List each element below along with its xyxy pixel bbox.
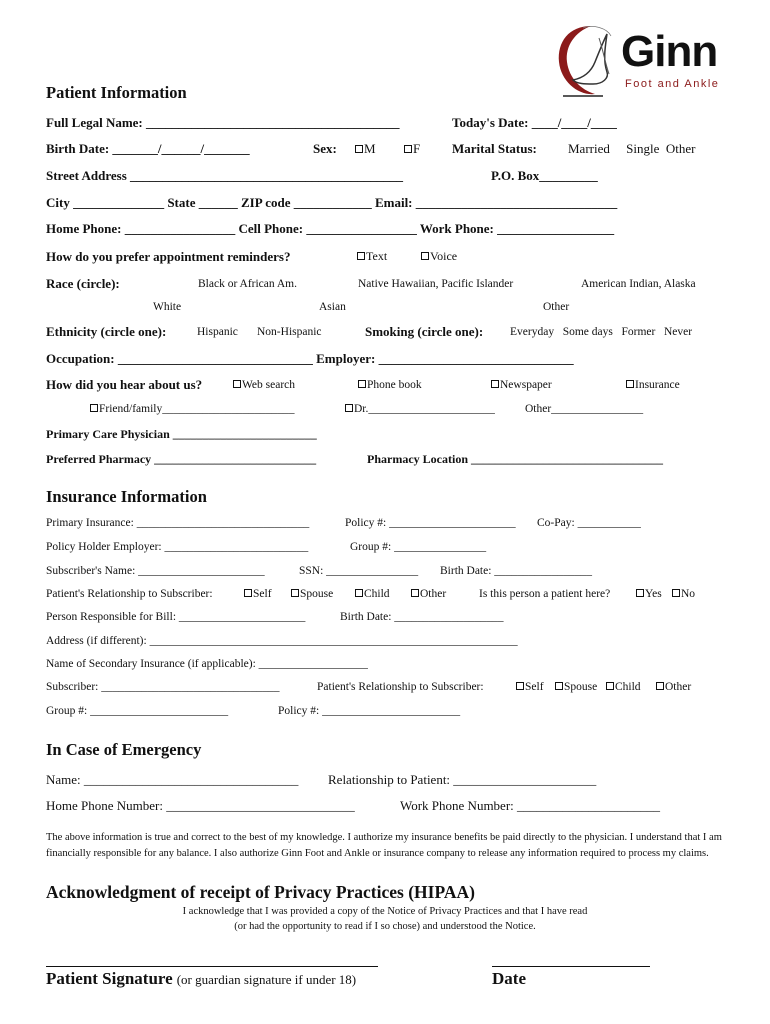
race-asian-option[interactable]: Asian — [319, 301, 346, 313]
rel-spouse-option[interactable] — [291, 588, 333, 600]
secondary-subscriber-field[interactable]: Subscriber: _______________________________ — [46, 681, 280, 693]
po-box-field[interactable]: P.O. Box_________ — [491, 168, 598, 183]
referral-dr-option[interactable] — [345, 403, 495, 415]
rel2-self-label: Self — [525, 681, 544, 693]
yes-option[interactable] — [636, 588, 662, 600]
reminder-text-label: Text — [366, 249, 388, 263]
yes-label: Yes — [645, 588, 662, 600]
checkbox-icon[interactable] — [555, 682, 563, 690]
emergency-home-phone-field[interactable]: Home Phone Number: _____________________________ — [46, 798, 355, 813]
emergency-title: In Case of Emergency — [46, 740, 202, 759]
occupation-employer-field[interactable]: Occupation: ______________________________ Employer: ______________________________ — [46, 351, 574, 366]
policy-number-field[interactable]: Policy #: ______________________ — [345, 517, 516, 529]
rel2-other-option[interactable] — [656, 681, 691, 693]
checkbox-icon[interactable] — [411, 589, 419, 597]
logo-name: Ginn — [621, 27, 718, 76]
pharmacy-location-field[interactable]: Pharmacy Location ________________________________ — [367, 452, 663, 466]
sex-f-option[interactable] — [404, 141, 420, 157]
checkbox-icon[interactable] — [244, 589, 252, 597]
race-hawaiian-option[interactable]: Native Hawaiian, Pacific Islander — [358, 278, 514, 290]
hipaa-line-1: I acknowledge that I was provided a copy of the Notice of Privacy Practices and that I have read — [182, 906, 588, 917]
referral-friend-label: Friend/family_______________________ — [99, 403, 295, 415]
primary-insurance-field[interactable]: Primary Insurance: ______________________________ — [46, 517, 310, 529]
preferred-pharmacy-field[interactable]: Preferred Pharmacy ___________________________ — [46, 452, 317, 466]
referral-insurance-option[interactable] — [626, 379, 680, 391]
rel-child-label: Child — [364, 588, 390, 600]
reminder-voice-label: Voice — [430, 249, 458, 263]
rel-self-label: Self — [253, 588, 272, 600]
referral-web-option[interactable] — [233, 379, 295, 391]
checkbox-icon[interactable] — [656, 682, 664, 690]
sex-m-option[interactable] — [355, 141, 376, 157]
reminder-question: How do you prefer appointment reminders? — [46, 249, 291, 264]
rel2-spouse-option[interactable] — [555, 681, 597, 693]
no-option[interactable] — [672, 588, 695, 600]
foot-logo-icon — [553, 20, 623, 100]
emergency-work-phone-field[interactable]: Work Phone Number: ______________________ — [400, 798, 661, 813]
signature-line[interactable] — [46, 966, 378, 967]
secondary-relationship-label: Patient's Relationship to Subscriber: — [317, 681, 484, 693]
primary-care-physician-field[interactable]: Primary Care Physician ________________________ — [46, 427, 317, 441]
smoking-label: Smoking (circle one): — [365, 324, 484, 339]
full-legal-name-field[interactable]: Full Legal Name: _______________________________________ — [46, 115, 400, 130]
checkbox-icon[interactable] — [636, 589, 644, 597]
person-responsible-field[interactable]: Person Responsible for Bill: ______________________ — [46, 611, 306, 623]
rel2-child-label: Child — [615, 681, 641, 693]
hipaa-title: Acknowledgment of receipt of Privacy Practices (HIPAA) — [46, 882, 475, 902]
relationship-label: Patient's Relationship to Subscriber: — [46, 588, 213, 600]
checkbox-icon[interactable] — [355, 145, 363, 153]
signature-note: (or guardian signature if under 18) — [176, 972, 357, 987]
copay-field[interactable]: Co-Pay: ___________ — [537, 517, 641, 529]
ssn-field[interactable]: SSN: ________________ — [299, 565, 419, 577]
checkbox-icon[interactable] — [606, 682, 614, 690]
referral-newspaper-option[interactable] — [491, 379, 552, 391]
group-number-field[interactable]: Group #: ________________ — [350, 541, 487, 553]
marital-status-label: Marital Status: — [452, 141, 537, 156]
responsible-birth-date-field[interactable]: Birth Date: ___________________ — [340, 611, 504, 623]
is-patient-question: Is this person a patient here? — [479, 588, 611, 600]
ethnicity-label: Ethnicity (circle one): — [46, 324, 167, 339]
secondary-policy-field[interactable]: Policy #: ________________________ — [278, 705, 461, 717]
checkbox-icon[interactable] — [491, 380, 499, 388]
street-address-field[interactable]: Street Address __________________________________________ — [46, 168, 404, 183]
insurance-title: Insurance Information — [46, 487, 207, 506]
rel2-self-option[interactable] — [516, 681, 544, 693]
checkbox-icon[interactable] — [421, 252, 429, 260]
race-white-option[interactable]: White — [153, 301, 182, 313]
race-black-option[interactable]: Black or African Am. — [198, 278, 298, 290]
checkbox-icon[interactable] — [404, 145, 412, 153]
race-label: Race (circle): — [46, 276, 120, 291]
checkbox-icon[interactable] — [90, 404, 98, 412]
ethnicity-hispanic-option[interactable]: Hispanic — [197, 326, 238, 338]
date-label: Date — [492, 969, 526, 988]
reminder-text-option[interactable] — [357, 249, 387, 264]
referral-question: How did you hear about us? — [46, 377, 203, 392]
rel-other-option[interactable] — [411, 588, 446, 600]
referral-friend-option[interactable] — [90, 403, 295, 415]
subscriber-name-field[interactable]: Subscriber's Name: ______________________ — [46, 565, 265, 577]
date-line[interactable] — [492, 966, 650, 967]
sex-label: Sex: — [313, 141, 337, 156]
rel2-child-option[interactable] — [606, 681, 641, 693]
patient-info-title: Patient Information — [46, 83, 187, 102]
marital-status-options[interactable]: Married Single Other — [568, 141, 696, 156]
rel-child-option[interactable] — [355, 588, 390, 600]
signature-label: Patient Signature — [46, 969, 173, 988]
smoking-options[interactable]: Everyday Some days Former Never — [510, 326, 693, 338]
referral-newspaper-label: Newspaper — [500, 379, 552, 391]
emergency-name-field[interactable]: Name: _________________________________ — [46, 772, 299, 787]
checkbox-icon[interactable] — [233, 380, 241, 388]
no-label: No — [681, 588, 696, 600]
consent-paragraph: The above information is true and correct to the best of my knowledge. I authorize my insurance benefits be paid directly to the physician. I understand that I am financially responsible for any balance. I also authorize Ginn Foot and Ankle or insurance company to release any information required to process my claims. — [46, 832, 722, 859]
referral-phone-option[interactable] — [358, 379, 422, 391]
secondary-group-field[interactable]: Group #: ________________________ — [46, 705, 229, 717]
todays-date-field[interactable]: Today's Date: ____/____/____ — [452, 115, 617, 130]
subscriber-birth-date-field[interactable]: Birth Date: _________________ — [440, 565, 593, 577]
checkbox-icon[interactable] — [358, 380, 366, 388]
birth-date-field[interactable]: Birth Date: _______/______/_______ — [46, 141, 250, 156]
sex-f-label: F — [413, 141, 421, 156]
logo-subtitle: Foot and Ankle — [625, 78, 720, 90]
rel2-other-label: Other — [665, 681, 692, 693]
hipaa-text — [46, 904, 724, 934]
signature-label-group — [46, 969, 356, 989]
phone-numbers-field[interactable]: Home Phone: _________________ Cell Phone: _________________ Work Phone: __________________ — [46, 221, 615, 236]
checkbox-icon[interactable] — [291, 589, 299, 597]
hipaa-line-2: (or had the opportunity to read if I so chose) and understood the Notice. — [234, 921, 536, 932]
checkbox-icon[interactable] — [345, 404, 353, 412]
checkbox-icon[interactable] — [626, 380, 634, 388]
race-native-option[interactable]: American Indian, Alaska — [581, 278, 696, 290]
checkbox-icon[interactable] — [357, 252, 365, 260]
sex-m-label: M — [364, 141, 376, 156]
alt-address-field[interactable]: Address (if different): ________________________________________________________________ — [46, 635, 518, 647]
emergency-relationship-field[interactable]: Relationship to Patient: ______________________ — [328, 772, 597, 787]
race-other-option[interactable]: Other — [543, 301, 570, 313]
referral-insurance-label: Insurance — [635, 379, 680, 391]
rel2-spouse-label: Spouse — [564, 681, 598, 693]
city-state-zip-email-field[interactable]: City ______________ State ______ ZIP code ____________ Email: _______________________________ — [46, 195, 618, 210]
secondary-insurance-field[interactable]: Name of Secondary Insurance (if applicable): ___________________ — [46, 658, 368, 670]
rel-self-option[interactable] — [244, 588, 272, 600]
logo — [553, 20, 733, 100]
checkbox-icon[interactable] — [516, 682, 524, 690]
checkbox-icon[interactable] — [355, 589, 363, 597]
referral-dr-label: Dr.______________________ — [354, 403, 495, 415]
rel-other-label: Other — [420, 588, 447, 600]
ethnicity-non-hispanic-option[interactable]: Non-Hispanic — [257, 326, 322, 338]
rel-spouse-label: Spouse — [300, 588, 334, 600]
policy-holder-employer-field[interactable]: Policy Holder Employer: _________________________ — [46, 541, 309, 553]
checkbox-icon[interactable] — [672, 589, 680, 597]
referral-phone-label: Phone book — [367, 379, 422, 391]
referral-other-field[interactable]: Other________________ — [525, 403, 644, 415]
referral-web-label: Web search — [242, 379, 296, 391]
reminder-voice-option[interactable] — [421, 249, 457, 264]
